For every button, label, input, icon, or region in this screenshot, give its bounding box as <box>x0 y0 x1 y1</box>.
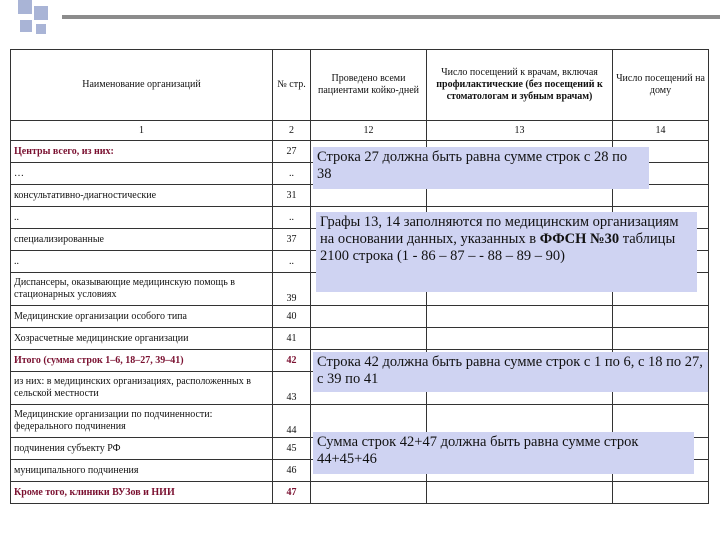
row-name: .. <box>11 207 273 229</box>
table-row <box>11 306 709 328</box>
row-name: специализированные <box>11 229 273 251</box>
header-visits: Число посещений к врачам, включая профилактические (без посещений к стоматологам и зубным врачам) <box>427 50 613 121</box>
row-name: Итого (сумма строк 1–6, 18–27, 39–41) <box>11 350 273 372</box>
row-name: Хозрасчетные медицинские организации <box>11 328 273 350</box>
row-number: 47 <box>273 482 311 504</box>
table-row <box>11 482 709 504</box>
row-number: 44 <box>273 405 311 438</box>
row-number: 43 <box>273 372 311 405</box>
row-name: Кроме того, клиники ВУЗов и НИИ <box>11 482 273 504</box>
row-name: Медицинские организации по подчиненности: федерального подчинения <box>11 405 273 438</box>
row-number: 42 <box>273 350 311 372</box>
row-name: консультативно-диагностические <box>11 185 273 207</box>
callout-sum-42-47: Сумма строк 42+47 должна быть равна сумме строк 44+45+46 <box>313 432 694 474</box>
row-name: .. <box>11 251 273 273</box>
corner-decoration <box>0 0 80 48</box>
index-row <box>11 121 709 141</box>
row-name: Медицинские организации особого типа <box>11 306 273 328</box>
callout-row42: Строка 42 должна быть равна сумме строк с 1 по 6, с 18 по 27, с 39 по 41 <box>313 352 708 392</box>
row-number: 40 <box>273 306 311 328</box>
row-name: из них: в медицинских организациях, расположенных в сельской местности <box>11 372 273 405</box>
row-number: 45 <box>273 438 311 460</box>
row-name: Диспансеры, оказывающие медицинскую помощь в стационарных условиях <box>11 273 273 306</box>
row-name: подчинения субъекту РФ <box>11 438 273 460</box>
table-row <box>11 328 709 350</box>
callout-columns-13-14: Графы 13, 14 заполняются по медицинским организациям на основании данных, указанных в ФФСН №30 таблицы 2100 строка (1 - 86 – 87 – - 88 – 89 – 90) <box>316 212 697 292</box>
row-number: 41 <box>273 328 311 350</box>
row-number: 46 <box>273 460 311 482</box>
index-cell: 12 <box>311 121 427 141</box>
row-number: 39 <box>273 273 311 306</box>
header-row <box>11 50 709 121</box>
row-number: 31 <box>273 185 311 207</box>
header-home-visits: Число посещений на дому <box>613 50 709 121</box>
header-row-number: № стр. <box>273 50 311 121</box>
top-divider <box>62 15 720 19</box>
index-cell: 14 <box>613 121 709 141</box>
row-name: … <box>11 163 273 185</box>
index-cell: 2 <box>273 121 311 141</box>
index-cell: 13 <box>427 121 613 141</box>
row-number: .. <box>273 251 311 273</box>
header-name: Наименование организаций <box>11 50 273 121</box>
index-cell: 1 <box>11 121 273 141</box>
row-name: муниципального подчинения <box>11 460 273 482</box>
row-number: 27 <box>273 141 311 163</box>
row-number: .. <box>273 163 311 185</box>
row-number: 37 <box>273 229 311 251</box>
header-bed-days: Проведено всеми пациентами койко-дней <box>311 50 427 121</box>
row-number: .. <box>273 207 311 229</box>
callout-row27: Строка 27 должна быть равна сумме строк с 28 по 38 <box>313 147 649 189</box>
row-name: Центры всего, из них: <box>11 141 273 163</box>
